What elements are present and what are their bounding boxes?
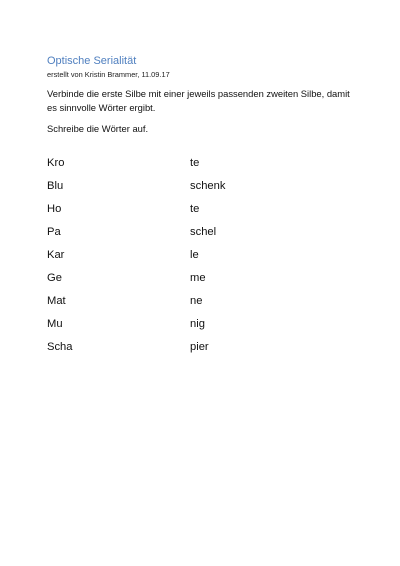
- second-syllable: schenk: [190, 180, 226, 192]
- second-syllable: pier: [190, 341, 209, 353]
- first-syllable: Ge: [47, 272, 62, 284]
- first-syllable: Kro: [47, 157, 65, 169]
- second-syllable: te: [190, 157, 200, 169]
- author-date-line: erstellt von Kristin Brammer, 11.09.17: [47, 70, 170, 79]
- second-syllable: nig: [190, 318, 205, 330]
- first-syllable: Blu: [47, 180, 64, 192]
- first-syllable: Mat: [47, 295, 66, 307]
- second-syllable: te: [190, 203, 200, 215]
- first-syllable: Kar: [47, 249, 65, 261]
- instruction-connect: Verbinde die erste Silbe mit einer jeweils passenden zweiten Silbe, damit es sinnvolle Wörter ergibt.: [47, 88, 350, 113]
- first-syllable: Mu: [47, 318, 63, 330]
- second-syllable: ne: [190, 295, 203, 307]
- worksheet-title: Optische Serialität: [47, 55, 137, 67]
- second-syllable: me: [190, 272, 206, 284]
- first-syllable: Ho: [47, 203, 62, 215]
- instruction-write: Schreibe die Wörter auf.: [47, 123, 149, 134]
- second-syllable: le: [190, 249, 199, 261]
- first-syllable: Scha: [47, 341, 73, 353]
- first-syllable: Pa: [47, 226, 61, 238]
- second-syllable: schel: [190, 226, 217, 238]
